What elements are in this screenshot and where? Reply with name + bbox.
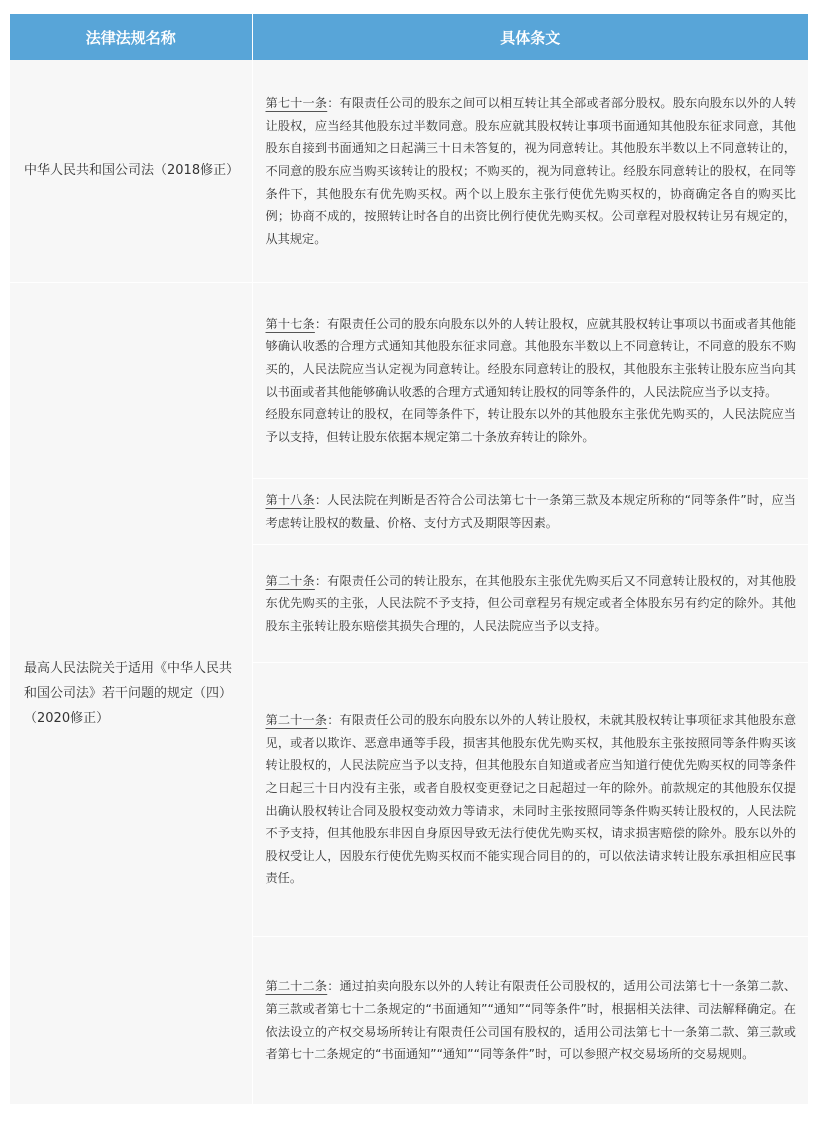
law-name-judicial-interpretation: 最高人民法院关于适用《中华人民共和国公司法》若干问题的规定（四）（2020修正） bbox=[10, 282, 252, 1104]
table-row bbox=[10, 60, 808, 282]
article-17 bbox=[252, 282, 808, 478]
law-table bbox=[10, 14, 808, 1105]
article-text: ：有限责任公司的股东向股东以外的人转让股权，应就其股权转让事项以书面或者其他能够确认收悉的合理方式通知其他股东征求同意。其他股东半数以上不同意转让，不同意的股东不购买的，人民法院应当认定视为同意转让。经股东同意转让的股权，其他股东主张转让股东应当向其以书面或者其他能够确认收悉的合理方式通知转让股权的同等条件的，人民法院应当予以支持。 bbox=[265, 316, 797, 399]
article-text: ：有限责任公司的转让股东，在其他股东主张优先购买后又不同意转让股权的，对其他股东优先购买的主张，人民法院不予支持，但公司章程另有规定或者全体股东另有约定的除外。其他股东主张转让股东赔偿其损失合理的，人民法院应当予以支持。 bbox=[265, 573, 797, 633]
article-title: 第二十条 bbox=[265, 573, 315, 588]
table-row bbox=[10, 282, 808, 478]
article-title: 第二十一条 bbox=[265, 713, 328, 728]
header-article: 具体条文 bbox=[252, 14, 808, 60]
article-22 bbox=[252, 936, 808, 1104]
article-text: ：有限责任公司的股东之间可以相互转让其全部或者部分股权。股东向股东以外的人转让股权，应当经其他股东过半数同意。股东应就其股权转让事项书面通知其他股东征求同意，其他股东自接到书面通知之日起满三十日未答复的，视为同意转让。其他股东半数以上不同意转让的，不同意的股东应当购买该转让的股权；不购买的，视为同意转让。经股东同意转让的股权，在同等条件下，其他股东有优先购买权。两个以上股东主张行使优先购买权的，协商确定各自的购买比例；协商不成的，按照转让时各自的出资比例行使优先购买权。公司章程对股权转让另有规定的，从其规定。 bbox=[265, 96, 797, 246]
article-text: ：人民法院在判断是否符合公司法第七十一条第三款及本规定所称的“同等条件”时，应当考虑转让股权的数量、价格、支付方式及期限等因素。 bbox=[265, 492, 796, 530]
article-20 bbox=[252, 544, 808, 662]
article-title: 第七十一条 bbox=[265, 96, 328, 111]
article-71 bbox=[252, 60, 808, 282]
article-text-paragraph-2: 经股东同意转让的股权，在同等条件下，转让股东以外的其他股东主张优先购买的，人民法院应当予以支持，但转让股东依据本规定第二十条放弃转让的除外。 bbox=[265, 407, 796, 444]
article-title: 第十七条 bbox=[265, 316, 315, 331]
header-law-name: 法律法规名称 bbox=[10, 14, 252, 60]
article-title: 第十八条 bbox=[265, 492, 315, 507]
article-18 bbox=[252, 478, 808, 544]
table-header-row bbox=[10, 14, 808, 60]
article-text: ：通过拍卖向股东以外的人转让有限责任公司股权的，适用公司法第七十一条第二款、第三款或者第七十二条规定的“书面通知”“通知”“同等条件”时，根据相关法律、司法解释确定。在依法设立的产权交易场所转让有限责任公司国有股权的，适用公司法第七十一条第二款、第三款或者第七十二条规定的“书面通知”“通知”“同等条件”时，可以参照产权交易场所的交易规则。 bbox=[265, 979, 797, 1062]
article-text: ：有限责任公司的股东向股东以外的人转让股权，未就其股权转让事项征求其他股东意见，或者以欺诈、恶意串通等手段，损害其他股东优先购买权，其他股东主张按照同等条件购买该转让股权的，人民法院应当予以支持，但其他股东自知道或者应当知道行使优先购买权的同等条件之日起三十日内没有主张，或者自股权变更登记之日起超过一年的除外。前款规定的其他股东仅提出确认股权转让合同及股权变动效力等请求，未同时主张按照同等条件购买转让股权的，人民法院不予支持，但其他股东非因自身原因导致无法行使优先购买权，请求损害赔偿的除外。股东以外的股权受让人，因股东行使优先购买权而不能实现合同目的的，可以依法请求转让股东承担相应民事责任。 bbox=[265, 713, 797, 886]
article-21 bbox=[252, 662, 808, 936]
article-title: 第二十二条 bbox=[265, 979, 328, 994]
law-name-company-law: 中华人民共和国公司法（2018修正） bbox=[10, 60, 252, 282]
